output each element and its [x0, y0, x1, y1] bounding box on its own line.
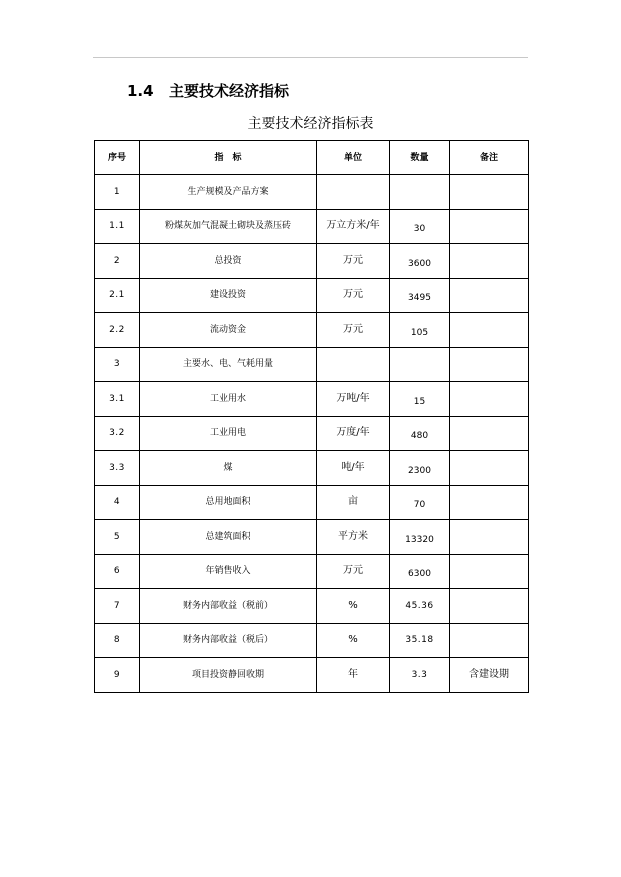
cell-remarks	[450, 451, 529, 486]
table-row	[95, 347, 529, 382]
table-row	[95, 589, 529, 624]
cell-seq: 6	[95, 554, 140, 589]
cell-indicator: 粉煤灰加气混凝土砌块及蒸压砖	[140, 209, 317, 244]
cell-remarks	[450, 623, 529, 658]
cell-seq: 2	[95, 244, 140, 279]
cell-remarks	[450, 347, 529, 382]
table-row	[95, 209, 529, 244]
cell-remarks	[450, 520, 529, 555]
cell-indicator: 项目投资静回收期	[140, 658, 317, 693]
cell-unit	[317, 175, 390, 210]
cell-indicator: 总建筑面积	[140, 520, 317, 555]
cell-seq: 9	[95, 658, 140, 693]
table-row	[95, 623, 529, 658]
cell-indicator: 财务内部收益（税后）	[140, 623, 317, 658]
cell-remarks	[450, 278, 529, 313]
cell-indicator: 流动资金	[140, 313, 317, 348]
cell-quantity: 13320	[390, 520, 450, 555]
cell-seq: 4	[95, 485, 140, 520]
cell-seq: 8	[95, 623, 140, 658]
header-rule	[93, 57, 528, 58]
cell-quantity: 3.3	[390, 658, 450, 693]
cell-indicator: 财务内部收益（税前）	[140, 589, 317, 624]
table-row	[95, 554, 529, 589]
table-row	[95, 382, 529, 417]
cell-remarks	[450, 485, 529, 520]
cell-remarks	[450, 175, 529, 210]
table-header-row	[95, 141, 529, 175]
cell-remarks	[450, 382, 529, 417]
cell-indicator: 建设投资	[140, 278, 317, 313]
cell-unit: 平方米	[317, 520, 390, 555]
cell-quantity	[390, 347, 450, 382]
cell-quantity: 6300	[390, 554, 450, 589]
table-row	[95, 175, 529, 210]
cell-remarks	[450, 589, 529, 624]
cell-indicator: 年销售收入	[140, 554, 317, 589]
cell-unit: 亩	[317, 485, 390, 520]
cell-indicator: 煤	[140, 451, 317, 486]
cell-indicator: 总用地面积	[140, 485, 317, 520]
cell-quantity: 70	[390, 485, 450, 520]
cell-quantity	[390, 175, 450, 210]
cell-unit: 万元	[317, 278, 390, 313]
cell-unit: 万立方米/年	[317, 209, 390, 244]
cell-quantity: 30	[390, 209, 450, 244]
table-row	[95, 520, 529, 555]
indicators-table	[94, 140, 529, 693]
header-quantity: 数量	[390, 141, 450, 175]
section-title: 主要技术经济指标	[169, 82, 290, 100]
cell-quantity: 2300	[390, 451, 450, 486]
cell-unit: %	[317, 589, 390, 624]
cell-indicator: 工业用电	[140, 416, 317, 451]
cell-quantity: 3495	[390, 278, 450, 313]
cell-quantity: 45.36	[390, 589, 450, 624]
section-number: 1.4	[127, 82, 154, 100]
cell-seq: 1	[95, 175, 140, 210]
section-heading	[127, 80, 289, 102]
cell-unit	[317, 347, 390, 382]
cell-seq: 2.2	[95, 313, 140, 348]
cell-remarks	[450, 554, 529, 589]
cell-unit: 万元	[317, 554, 390, 589]
table-row	[95, 278, 529, 313]
header-seq: 序号	[95, 141, 140, 175]
header-indicator: 指 标	[140, 141, 317, 175]
cell-unit: 万度/年	[317, 416, 390, 451]
cell-unit: 万元	[317, 244, 390, 279]
header-unit: 单位	[317, 141, 390, 175]
cell-seq: 2.1	[95, 278, 140, 313]
cell-remarks	[450, 416, 529, 451]
cell-unit: 万吨/年	[317, 382, 390, 417]
table-row	[95, 244, 529, 279]
cell-quantity: 15	[390, 382, 450, 417]
table-row	[95, 416, 529, 451]
cell-indicator: 生产规模及产品方案	[140, 175, 317, 210]
header-remarks: 备注	[450, 141, 529, 175]
cell-remarks	[450, 313, 529, 348]
cell-quantity: 35.18	[390, 623, 450, 658]
cell-unit: 年	[317, 658, 390, 693]
cell-seq: 1.1	[95, 209, 140, 244]
cell-indicator: 工业用水	[140, 382, 317, 417]
cell-quantity: 3600	[390, 244, 450, 279]
cell-quantity: 105	[390, 313, 450, 348]
cell-unit: 万元	[317, 313, 390, 348]
table-row	[95, 658, 529, 693]
cell-indicator: 主要水、电、气耗用量	[140, 347, 317, 382]
cell-remarks	[450, 209, 529, 244]
cell-seq: 3.1	[95, 382, 140, 417]
table-row	[95, 451, 529, 486]
table-row	[95, 485, 529, 520]
cell-seq: 7	[95, 589, 140, 624]
cell-indicator: 总投资	[140, 244, 317, 279]
cell-seq: 5	[95, 520, 140, 555]
cell-quantity: 480	[390, 416, 450, 451]
table-caption: 主要技术经济指标表	[247, 116, 374, 132]
cell-seq: 3.3	[95, 451, 140, 486]
table-row	[95, 313, 529, 348]
cell-unit: %	[317, 623, 390, 658]
cell-seq: 3	[95, 347, 140, 382]
cell-remarks: 含建设期	[450, 658, 529, 693]
cell-remarks	[450, 244, 529, 279]
cell-unit: 吨/年	[317, 451, 390, 486]
cell-seq: 3.2	[95, 416, 140, 451]
